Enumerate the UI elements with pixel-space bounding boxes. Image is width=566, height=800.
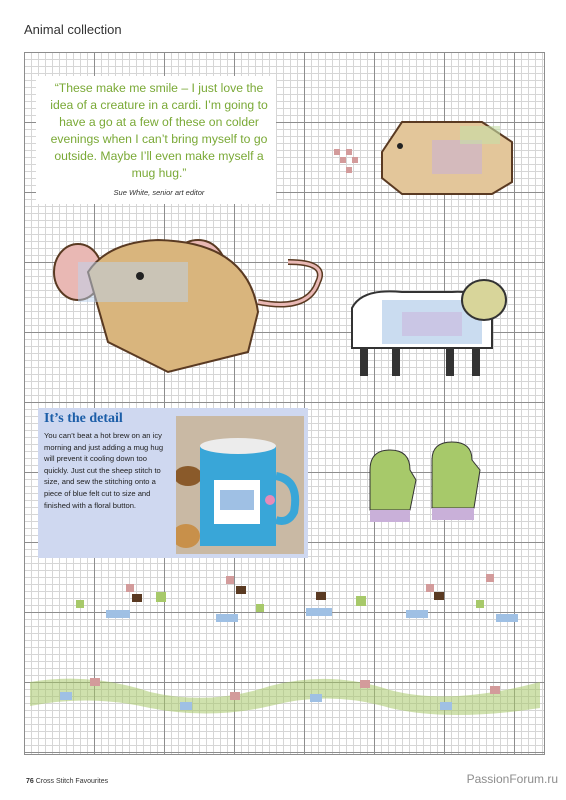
- quote-text: “These make me smile – I just love the idea of a creature in a cardi. I’m going to have a go at a few of these on colder evenings when I can’t bring myself to go outside. Maybe I’ll even make myself a mug hug.”: [50, 81, 268, 180]
- watermark: PassionForum.ru: [466, 772, 558, 786]
- mouse-motif: [48, 222, 338, 382]
- quote-box: [36, 76, 276, 204]
- mug-photo: [176, 416, 304, 554]
- small-dots-motif: [330, 145, 370, 185]
- publication-name: Cross Stitch Favourites: [35, 778, 109, 785]
- sheep-motif: [342, 278, 522, 398]
- page-number: 76: [26, 778, 34, 785]
- detail-box: [38, 408, 308, 558]
- mittens-motif: [356, 440, 496, 536]
- page-footer: [26, 778, 108, 785]
- section-title: Animal collection: [24, 22, 122, 37]
- border-motif: [30, 662, 540, 722]
- mug-photo-icon: [176, 416, 304, 554]
- guinea-pig-motif: [372, 112, 522, 202]
- quote-attribution: Sue White, senior art editor: [113, 188, 205, 197]
- detail-title: It’s the detail: [44, 411, 123, 426]
- scattered-motif-row: [66, 570, 536, 640]
- detail-body: You can’t beat a hot brew on an icy morning and just adding a mug hug will prevent it cooling down too quickly. Just cut the sheep stitch to size, and sew the stitching onto a piece of blue felt cut to size and finished with a floral button.: [44, 431, 164, 510]
